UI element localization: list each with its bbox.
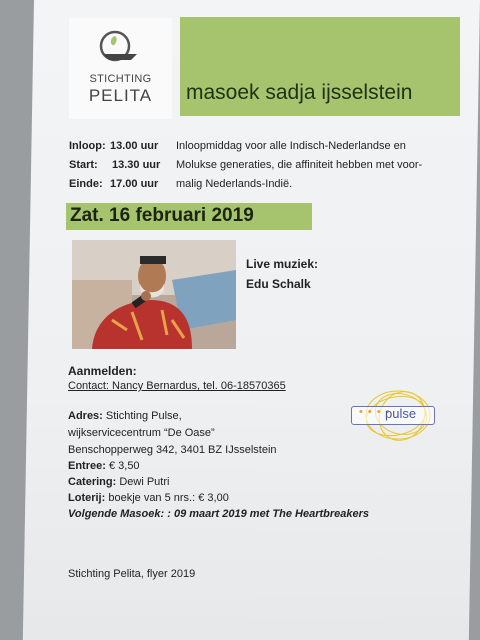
live-music-label: Live muziek: — [246, 257, 319, 271]
detail-label: Loterij: — [68, 492, 106, 504]
logo-line-1: STICHTING — [89, 73, 152, 85]
performer-name: Edu Schalk — [246, 277, 311, 291]
detail-value: boekje van 5 nrs.: € 3,00 — [108, 492, 229, 504]
contact-line: Contact: Nancy Bernardus, tel. 06-18570365 — [68, 380, 286, 392]
address-line-3: Benschopperweg 342, 3401 BZ IJsselstein — [68, 444, 277, 456]
address-line-2: wijkservicecentrum “De Oase” — [68, 427, 215, 439]
detail-value: € 3,50 — [108, 460, 140, 472]
address-value: Stichting Pulse, — [105, 410, 182, 422]
event-date: Zat. 16 februari 2019 — [70, 205, 254, 226]
description-line: malig Nederlands-Indië. — [176, 178, 293, 190]
schedule-time: 17.00 uur — [110, 178, 159, 190]
pulse-dots: • • • • — [359, 406, 391, 418]
schedule-time: 13.00 uur — [110, 140, 159, 152]
schedule-label: Einde: — [69, 178, 103, 190]
lamp-icon — [97, 30, 145, 72]
detail-label: Catering: — [68, 476, 117, 488]
detail-value: Dewi Putri — [119, 476, 170, 488]
pulse-wordmark: pulse — [385, 406, 417, 421]
next-value: : 09 maart 2019 met The Heartbreakers — [167, 508, 370, 520]
schedule-labels — [69, 137, 106, 194]
address-label: Adres: — [68, 410, 103, 422]
event-description — [176, 137, 422, 194]
address-line-1 — [68, 410, 182, 422]
logo-line-2: PELITA — [88, 86, 153, 105]
date-banner — [66, 203, 312, 230]
next-event — [68, 508, 369, 520]
pelita-logo — [69, 18, 172, 119]
detail-row — [68, 492, 229, 504]
performer-photo — [72, 240, 236, 349]
schedule-label: Inloop: — [69, 140, 106, 152]
description-line: Inloopmiddag voor alle Indisch-Nederlandse en — [176, 140, 406, 152]
detail-label: Entree: — [68, 460, 106, 472]
detail-row — [68, 460, 140, 472]
event-title: masoek sadja ijsselstein — [186, 81, 413, 104]
footer-credit: Stichting Pelita, flyer 2019 — [68, 568, 196, 580]
pulse-logo — [346, 386, 436, 444]
title-banner — [180, 17, 460, 116]
schedule-time: 13.30 uur — [112, 159, 161, 171]
description-line: Molukse generaties, die affiniteit hebben met voor- — [176, 159, 423, 171]
detail-row — [68, 476, 169, 488]
schedule-label: Start: — [69, 159, 98, 171]
schedule-times — [110, 137, 160, 194]
next-label: Volgende Masoek: — [68, 508, 165, 520]
register-title: Aanmelden: — [68, 364, 137, 378]
